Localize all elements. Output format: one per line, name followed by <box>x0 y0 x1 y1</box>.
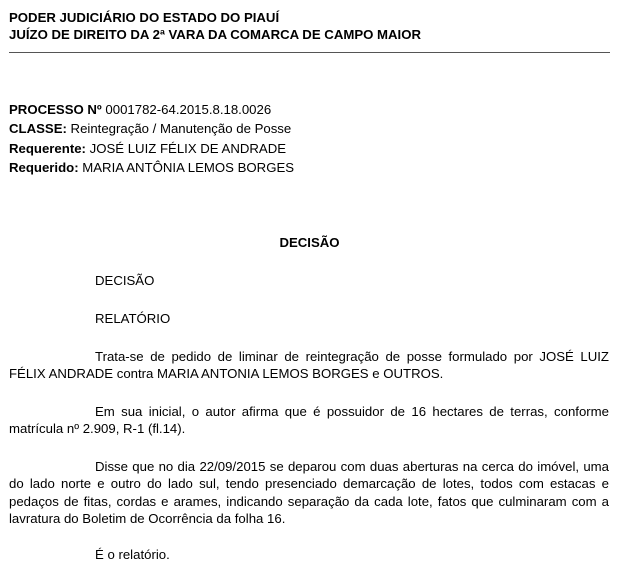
paragraph-report-end: É o relatório. <box>95 547 170 562</box>
plaintiff-label: Requerente: <box>9 140 86 156</box>
case-class-row <box>9 119 609 138</box>
document-title: DECISÃO <box>279 235 340 250</box>
case-class-label: CLASSE: <box>9 121 67 137</box>
plaintiff-value: JOSÉ LUIZ FÉLIX DE ANDRADE <box>85 140 287 156</box>
case-number-label: PROCESSO Nº <box>9 102 102 117</box>
defendant-value: MARIA ANTÔNIA LEMOS BORGES <box>78 160 295 176</box>
plaintiff-row <box>9 139 609 158</box>
paragraph-decision-heading: DECISÃO <box>95 273 155 288</box>
defendant-row <box>9 158 609 177</box>
case-class-value: Reintegração / Manutenção de Posse <box>66 121 292 137</box>
paragraph-report-heading: RELATÓRIO <box>95 311 171 326</box>
case-info <box>9 100 609 178</box>
court-header <box>9 9 609 43</box>
case-number-value: 0001782-64.2015.8.18.0026 <box>101 102 272 117</box>
court-division: JUÍZO DE DIREITO DA 2ª VARA DA COMARCA DE CAMPO MAIOR <box>9 27 421 42</box>
header-divider <box>9 52 610 53</box>
court-name: PODER JUDICIÁRIO DO ESTADO DO PIAUÍ <box>9 10 280 25</box>
defendant-label: Requerido: <box>9 160 79 176</box>
paragraph-request: Trata-se de pedido de liminar de reintegração de posse formulado por JOSÉ LUIZ FÉLIX ANDRADE contra MARIA ANTONIA LEMOS BORGES e OUTROS. <box>9 349 609 382</box>
paragraph-initial-claim: Em sua inicial, o autor afirma que é possuidor de 16 hectares de terras, conforme matrícula nº 2.909, R-1 (fl.14). <box>9 404 609 437</box>
case-number-row <box>9 100 609 119</box>
paragraph-facts: Disse que no dia 22/09/2015 se deparou com duas aberturas na cerca do imóvel, uma do lado norte e outro do lado sul, tendo presenciado demarcação de lotes, todos com estacas e pedaços de fitas, cordas e arames, indicando separação da cada lote, fatos que culminaram com a lavratura do Boletim de Ocorrência da folha 16. <box>9 459 609 527</box>
